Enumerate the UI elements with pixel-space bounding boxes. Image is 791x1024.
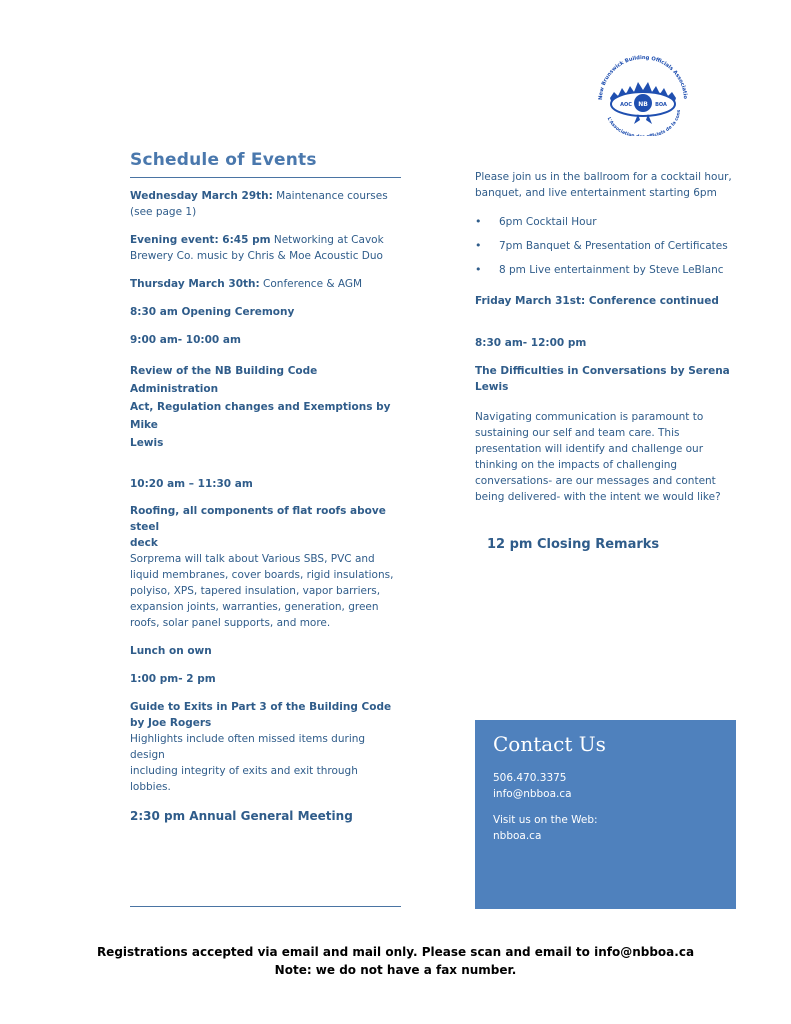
evening-text-2: Brewery Co. music by Chris & Moe Acoustic Duo <box>130 250 383 262</box>
list-item: • 8 pm Live entertainment by Steve LeBlanc <box>475 263 745 277</box>
time-slot-3: 1:00 pm- 2 pm <box>130 673 216 685</box>
desc-line: Navigating communication is paramount to <box>475 411 704 423</box>
exits-line-1: Guide to Exits in Part 3 of the Building Code <box>130 701 392 713</box>
list-item: • 6pm Cocktail Hour <box>475 215 745 229</box>
lunch-entry: Lunch on own <box>130 645 212 657</box>
left-column <box>130 188 402 823</box>
conversations-title: The Difficulties in Conversations by Serena Lewis <box>475 365 730 393</box>
evening-list <box>475 215 745 277</box>
contact-heading: Contact Us <box>493 732 606 756</box>
contact-email[interactable]: info@nbboa.ca <box>493 788 572 800</box>
right-column <box>475 169 745 552</box>
roofing-desc-line: expansion joints, warranties, generation, green <box>130 601 379 613</box>
intro-line-1: Please join us in the ballroom for a cocktail hour, <box>475 171 732 183</box>
friday-time: 8:30 am- 12:00 pm <box>475 337 587 349</box>
wednesday-text-2: (see page 1) <box>130 206 197 218</box>
roofing-line-2: deck <box>130 537 158 549</box>
logo-top-text: New Brunswick Building Officials Associatio <box>597 54 689 101</box>
closing-remarks: 12 pm Closing Remarks <box>487 537 660 552</box>
wednesday-entry <box>130 188 402 220</box>
roofing-line-1: Roofing, all components of flat roofs above steel <box>130 505 386 533</box>
roofing-desc-line: roofs, solar panel supports, and more. <box>130 617 331 629</box>
exits-desc-line: including integrity of exits and exit through lobbies. <box>130 765 358 793</box>
evening-entry <box>130 232 402 264</box>
roofing-desc-line: liquid membranes, cover boards, rigid insulations, <box>130 569 394 581</box>
logo-left-badge: AOC <box>620 102 632 108</box>
heading-divider <box>130 177 401 178</box>
exits-line-2: by Joe Rogers <box>130 717 212 729</box>
thursday-label: Thursday March 30th: <box>130 278 260 290</box>
desc-line: sustaining our self and team care. This <box>475 427 680 439</box>
list-item: • 7pm Banquet & Presentation of Certificates <box>475 239 745 253</box>
logo-bottom-text: L'Associatio ciels de la cons <box>605 109 683 136</box>
contact-web-link[interactable]: nbboa.ca <box>493 830 542 842</box>
evening-label: Evening event: 6:45 pm <box>130 234 271 246</box>
review-line-2: Act, Regulation changes and Exemptions by Mike <box>130 401 391 431</box>
contact-web-label: Visit us on the Web: <box>493 814 598 826</box>
time-slot-1: 9:00 am- 10:00 am <box>130 334 241 346</box>
bottom-divider <box>130 906 401 907</box>
evening-text: Networking at Cavok <box>270 234 384 246</box>
desc-line: being delivered- with the intent we would like? <box>475 491 721 503</box>
roofing-description <box>130 551 402 631</box>
intro-line-2: banquet, and live entertainment starting 6pm <box>475 187 717 199</box>
agm-entry: 2:30 pm Annual General Meeting <box>130 809 353 823</box>
review-line-1: Review of the NB Building Code Administration <box>130 365 318 395</box>
exits-description <box>130 731 402 795</box>
roofing-desc-line: Sorprema will talk about Various SBS, PVC and <box>130 553 375 565</box>
exits-title <box>130 699 402 731</box>
fax-note: Note: we do not have a fax number. <box>274 963 517 977</box>
contact-phone: 506.470.3375 <box>493 772 567 784</box>
time-slot-2: 10:20 am – 11:30 am <box>130 478 253 490</box>
schedule-heading: Schedule of Events <box>130 150 317 170</box>
review-session-title <box>130 362 402 452</box>
contact-box <box>475 720 736 909</box>
registration-note: Registrations accepted via email and mail only. Please scan and email to info@nbboa.ca <box>96 945 695 959</box>
friday-entry: Friday March 31st: Conference continued <box>475 295 719 307</box>
roofing-desc-line: polyiso, XPS, tapered insulation, vapor barriers, <box>130 585 381 597</box>
logo-right-badge: BOA <box>655 102 667 108</box>
desc-line: conversations- are our messages and content <box>475 475 716 487</box>
roofing-title <box>130 503 402 551</box>
desc-line: presentation will identify and challenge our <box>475 443 704 455</box>
desc-line: thinking on the impacts of challenging <box>475 459 678 471</box>
conversations-description <box>475 409 745 505</box>
logo-center-badge: NB <box>638 101 648 108</box>
exits-desc-line: Highlights include often missed items during design <box>130 733 366 761</box>
logo-graphic <box>588 52 698 136</box>
wednesday-label: Wednesday March 29th: <box>130 190 273 202</box>
opening-ceremony: 8:30 am Opening Ceremony <box>130 306 295 318</box>
evening-intro <box>475 169 745 201</box>
thursday-text: Conference & AGM <box>259 278 363 290</box>
nbboa-logo <box>588 52 698 136</box>
wednesday-text: Maintenance courses <box>272 190 388 202</box>
review-line-3: Lewis <box>130 437 164 449</box>
thursday-entry <box>130 276 402 292</box>
